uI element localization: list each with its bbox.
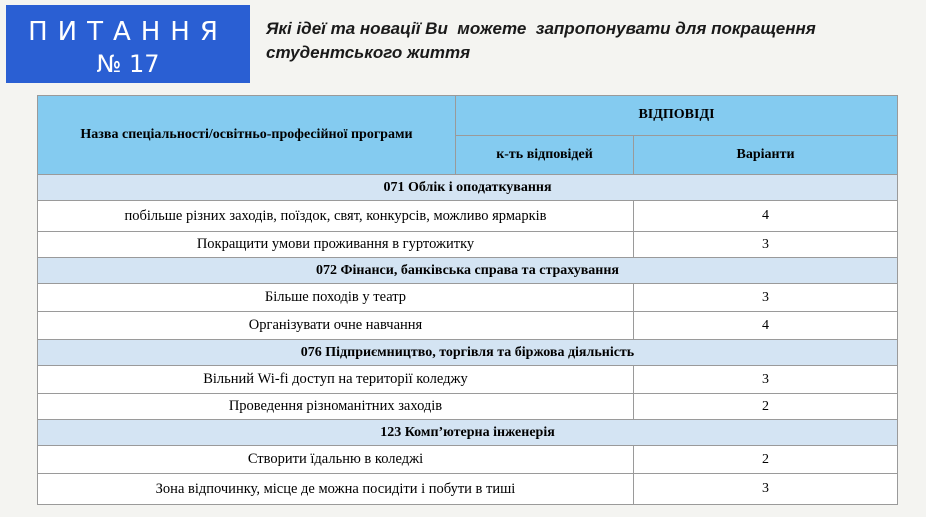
- question-number-box: [6, 5, 250, 83]
- table-row-value: 3: [634, 366, 898, 394]
- table-row-text: Проведення різноманітних заходів: [38, 394, 634, 420]
- table-row-value: 3: [634, 232, 898, 258]
- table-row-value: 4: [634, 312, 898, 340]
- answers-header: ВІДПОВІДІ: [456, 96, 898, 136]
- table-row-value: 3: [634, 474, 898, 505]
- table-row-value: 2: [634, 394, 898, 420]
- table-row-text: Вільний Wi-fi доступ на території коледжу: [38, 366, 634, 394]
- group-header: 076 Підприємництво, торгівля та біржова діяльність: [38, 340, 898, 366]
- table-row-text: Більше походів у театр: [38, 284, 634, 312]
- table-row-text: Зона відпочинку, місце де можна посидіти і побути в тиші: [38, 474, 634, 505]
- table-row-value: 4: [634, 201, 898, 232]
- variants-column-header: Варіанти: [634, 135, 898, 175]
- group-header: 123 Комп’ютерна інженерія: [38, 420, 898, 446]
- table-row-text: побільше різних заходів, поїздок, свят, конкурсів, можливо ярмарків: [38, 201, 634, 232]
- group-header: 071 Облік і оподаткування: [38, 175, 898, 201]
- table-row-value: 3: [634, 284, 898, 312]
- specialty-column-header: Назва спеціальності/освітньо-професійної програми: [38, 96, 456, 175]
- question-text: Які ідеї та новації Ви можете запропонувати для покращення студентського життя: [266, 19, 821, 62]
- table-row-text: Організувати очне навчання: [38, 312, 634, 340]
- table-row-text: Покращити умови проживання в гуртожитку: [38, 232, 634, 258]
- question-label: ПИТАННЯ: [28, 17, 228, 47]
- question-number: № 17: [96, 50, 160, 78]
- table-row-value: 2: [634, 446, 898, 474]
- table-row-text: Створити їдальню в коледжі: [38, 446, 634, 474]
- answers-table: [37, 95, 898, 505]
- group-header: 072 Фінанси, банківська справа та страхування: [38, 258, 898, 284]
- count-column-header: к-ть відповідей: [456, 135, 634, 175]
